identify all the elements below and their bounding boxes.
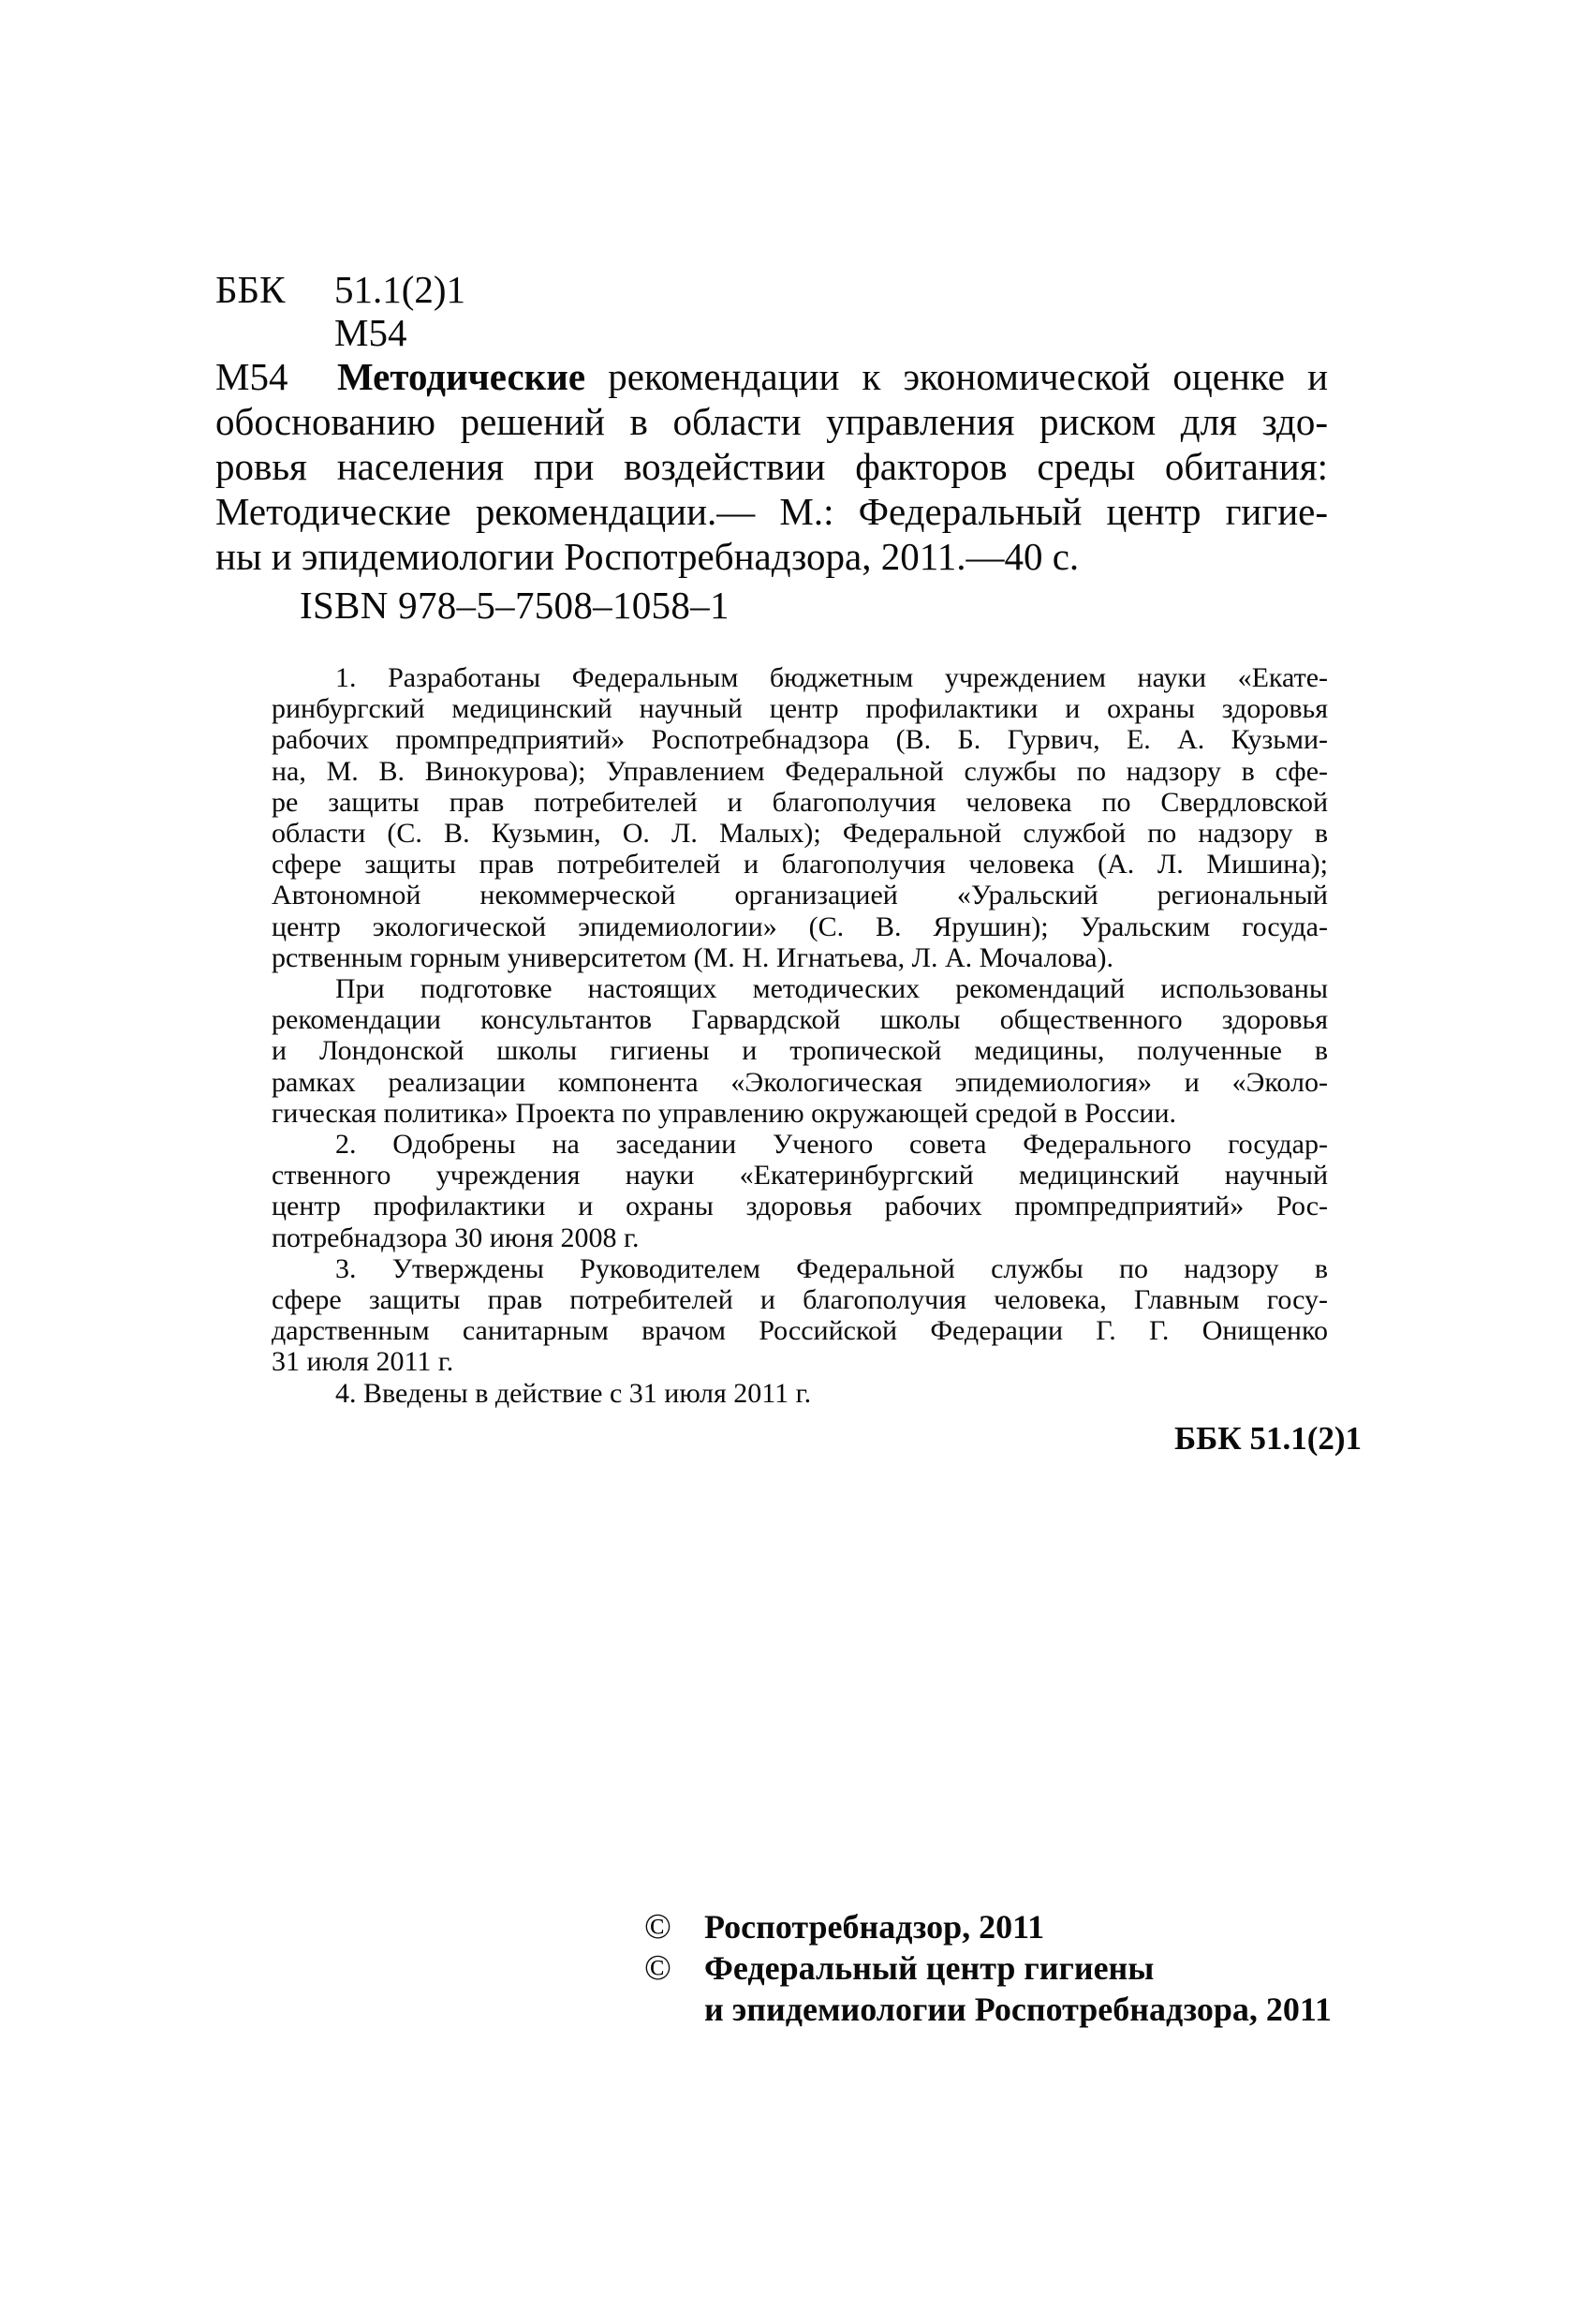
note-line: на, М. В. Винокурова); Управлением Федеральной службы по надзору в сфе- <box>272 755 1328 787</box>
note-item-1 <box>272 662 1328 973</box>
note-line: сфере защиты прав потребителей и благополучия человека (А. Л. Мишина); <box>272 849 1328 881</box>
entry-line: обоснованию решений в области управления риском для здо- <box>215 400 1328 443</box>
note-line: гическая политика» Проекта по управлению окружающей средой в России. <box>272 1097 1177 1129</box>
note-line: При подготовке настоящих методических рекомендаций использованы <box>335 973 1328 1005</box>
note-line: и Лондонской школы гигиены и тропической медицины, полученные в <box>272 1035 1328 1067</box>
note-line: дарственным санитарным врачом Российской Федерации Г. Г. Онищенко <box>272 1315 1328 1347</box>
note-line: 31 июля 2011 г. <box>272 1346 454 1378</box>
entry-line <box>215 354 1328 399</box>
note-line: сфере защиты прав потребителей и благополучия человека, Главным госу- <box>272 1284 1328 1316</box>
copyright-holder-2: Федеральный центр гигиены <box>704 1949 1155 1987</box>
publication-notes <box>272 662 1328 1409</box>
note-line: рамках реализации компонента «Экологическая эпидемиология» и «Эколо- <box>272 1066 1328 1098</box>
copyright-holder-1: Роспотребнадзор, 2011 <box>704 1908 1045 1946</box>
entry-code: М54 <box>215 355 288 398</box>
note-line: центр экологической эпидемиологии» (С. В. Ярушин); Уральским госуда- <box>272 910 1328 942</box>
entry-line: Методические рекомендации.— М.: Федеральный центр гигие- <box>215 490 1328 533</box>
bibliographic-entry <box>215 354 1328 579</box>
note-item-2 <box>272 1129 1328 1253</box>
entry-title-bold: Методические <box>337 355 586 398</box>
author-mark: М54 <box>334 311 407 354</box>
note-line: рекомендации консультантов Гарвардской школы общественного здоровья <box>272 1004 1328 1036</box>
note-line: рабочих промпредприятий» Роспотребнадзора (В. Б. Гурвич, Е. А. Кузьми- <box>272 724 1328 756</box>
note-item-4 <box>272 1378 1328 1409</box>
bbk-label: ББК <box>215 268 286 311</box>
note-line: Автономной некоммерческой организацией «Уральский региональный <box>272 880 1328 911</box>
note-line: ринбургский медицинский научный центр профилактики и охраны здоровья <box>272 693 1328 725</box>
note-line: 4. Введены в действие с 31 июля 2011 г. <box>335 1377 812 1409</box>
copyright-block <box>644 1906 1332 2030</box>
copyright-icon: © <box>644 1907 671 1947</box>
note-line: ре защиты прав потребителей и благополучия человека по Свердловской <box>272 786 1328 818</box>
note-line: 1. Разработаны Федеральным бюджетным учреждением науки «Екате- <box>335 662 1328 693</box>
isbn: ISBN 978–5–7508–1058–1 <box>300 584 730 627</box>
entry-line: ровья населения при воздействии факторов среды обитания: <box>215 445 1328 488</box>
note-line: ственного учреждения науки «Екатеринбургский медицинский научный <box>272 1160 1328 1192</box>
copyright-icon: © <box>644 1948 671 1988</box>
note-line: 2. Одобрены на заседании Ученого совета Федерального государ- <box>335 1129 1328 1161</box>
bbk-footer-index: ББК 51.1(2)1 <box>1174 1420 1362 1457</box>
bbk-index: 51.1(2)1 <box>334 268 466 311</box>
note-line: центр профилактики и охраны здоровья рабочих промпредприятий» Рос- <box>272 1191 1328 1222</box>
note-item-3 <box>272 1253 1328 1378</box>
note-line: 3. Утверждены Руководителем Федеральной службы по надзору в <box>335 1252 1328 1284</box>
note-line: потребнадзора 30 июня 2008 г. <box>272 1221 640 1253</box>
note-item-1-extra <box>272 973 1328 1129</box>
bbk-header <box>215 268 465 354</box>
copyright-holder-2-cont: и эпидемиологии Роспотребнадзора, 2011 <box>704 1991 1332 2028</box>
entry-line: ны и эпидемиологии Роспотребнадзора, 2011.—40 с. <box>215 535 1080 578</box>
note-line: рственным горным университетом (М. Н. Игнатьева, Л. А. Мочалова). <box>272 941 1114 973</box>
note-line: области (С. В. Кузьмин, О. Л. Малых); Федеральной службой по надзору в <box>272 818 1328 850</box>
entry-line-text: рекомендации к экономической оценке и <box>608 355 1329 398</box>
